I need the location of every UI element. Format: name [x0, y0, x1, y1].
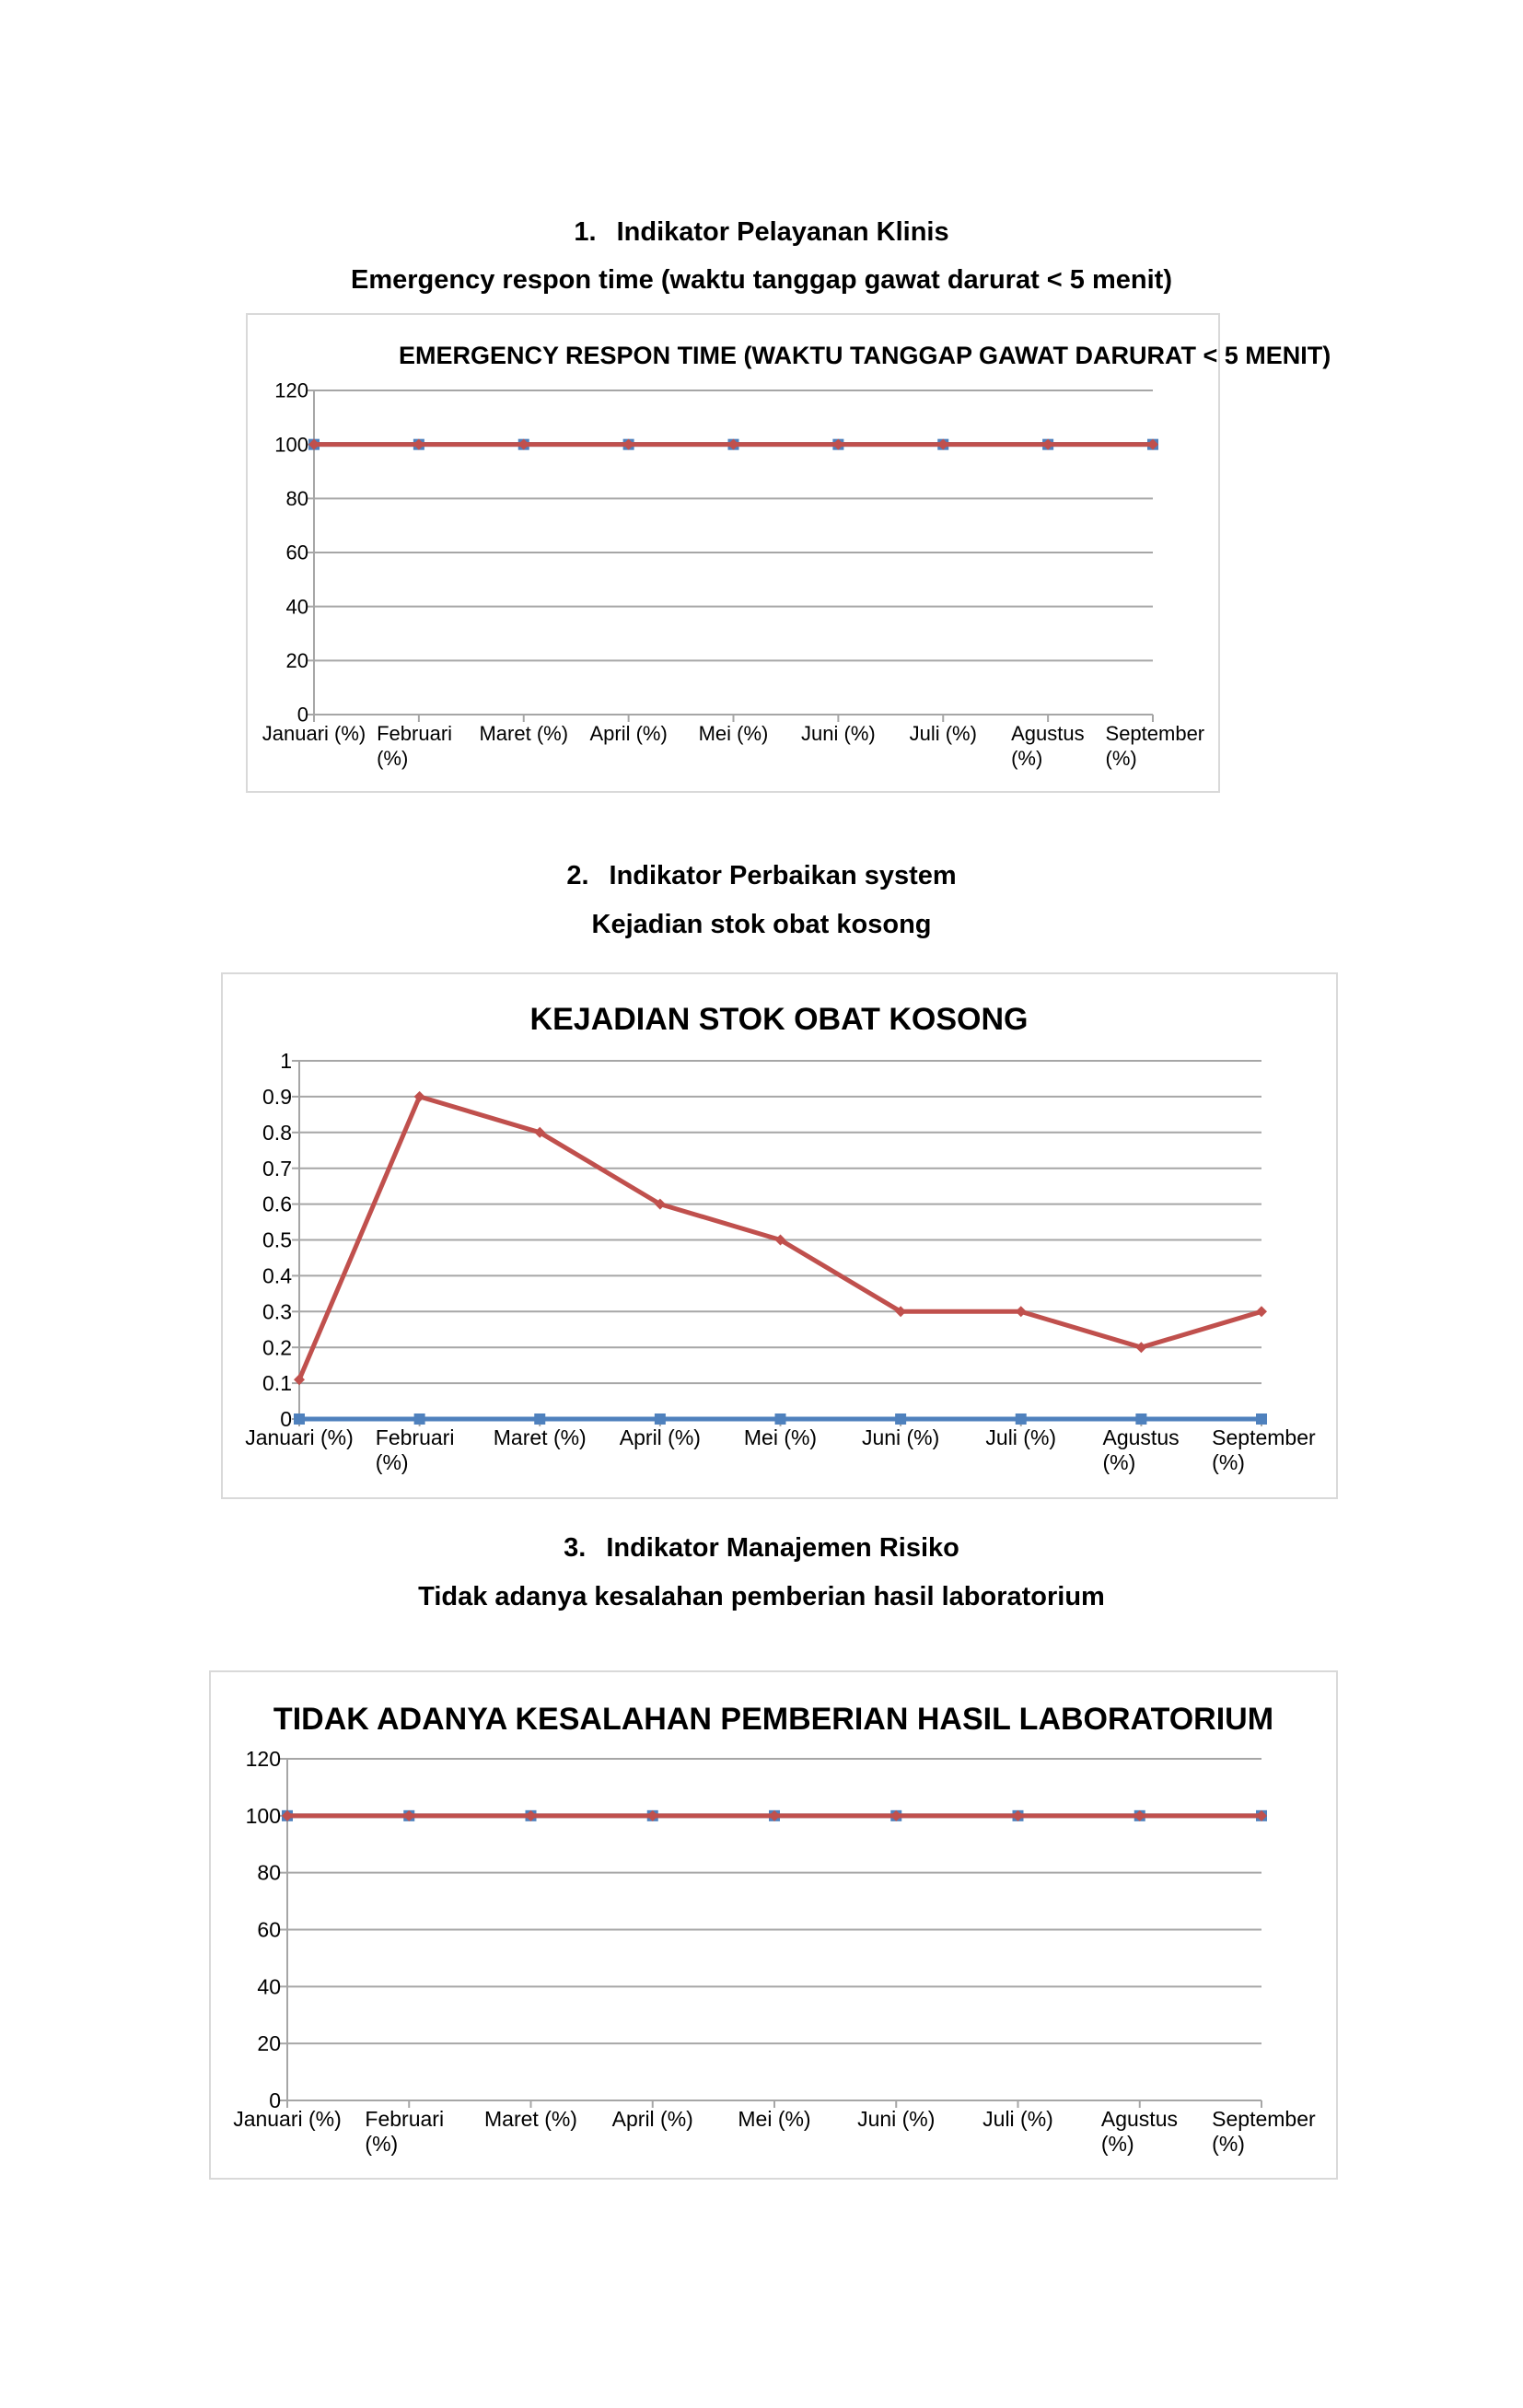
y-tick-label: 0.5 [262, 1227, 292, 1252]
x-tick-label-line: (%) [1212, 1450, 1245, 1474]
x-tick-label-line: (%) [1011, 747, 1043, 770]
x-tick-label: Januari (%) [262, 722, 366, 745]
x-tick-label-line: (%) [1102, 1450, 1136, 1474]
section-1-subheading: Emergency respon time (waktu tanggap gawat darurat < 5 menit) [351, 265, 1172, 295]
x-tick-label-line: Agustus [1102, 1425, 1180, 1449]
x-tick-label [1212, 2107, 1316, 2156]
y-tick-label: 120 [245, 1747, 281, 1772]
y-tick-label: 0.4 [262, 1263, 292, 1288]
y-tick-label: 80 [285, 487, 308, 511]
x-tick-label-line: Agustus [1011, 722, 1085, 745]
x-tick-label-line: (%) [1212, 2132, 1245, 2156]
y-tick-label: 0.8 [262, 1120, 292, 1145]
x-tick-label: Mei (%) [743, 1425, 818, 1449]
y-tick-label: 20 [285, 649, 308, 673]
x-tick-label-line: (%) [375, 1450, 409, 1474]
y-tick-label: 60 [257, 1917, 281, 1942]
x-tick-label-line: (%) [365, 2132, 399, 2156]
y-tick-label: 100 [274, 433, 308, 457]
section-number: 2. [566, 861, 589, 890]
x-tick-label: Maret (%) [479, 722, 569, 745]
section-title: Indikator Perbaikan system [609, 861, 957, 890]
x-tick-label: Juli (%) [982, 2107, 1053, 2131]
x-tick-label: Januari (%) [233, 2107, 342, 2131]
y-tick-label: 80 [257, 1860, 281, 1885]
y-tick-label: 0.1 [262, 1371, 292, 1396]
y-tick-label: 0 [269, 2088, 281, 2113]
section-number: 1. [574, 217, 597, 247]
y-tick-label: 40 [257, 1974, 281, 1999]
y-tick-label: 0.6 [262, 1192, 292, 1216]
x-tick-label-line: (%) [1105, 747, 1137, 770]
x-tick-label: Juli (%) [909, 722, 977, 745]
section-title: Indikator Pelayanan Klinis [616, 217, 949, 247]
x-tick-label-line: September [1212, 1425, 1316, 1449]
section-title: Indikator Manajemen Risiko [606, 1533, 959, 1563]
y-tick-label: 40 [285, 595, 308, 619]
x-tick-label-line: Februari [377, 722, 453, 745]
x-tick-label-line: (%) [377, 747, 409, 770]
y-tick-label: 100 [245, 1803, 281, 1828]
x-tick-label: Juli (%) [985, 1425, 1057, 1449]
x-tick-label: April (%) [619, 1425, 701, 1449]
chart-title: EMERGENCY RESPON TIME (WAKTU TANGGAP GAWAT DARURAT < 5 MENIT) [399, 342, 1331, 369]
x-tick-label-line: September [1105, 722, 1205, 745]
x-tick-label: Mei (%) [738, 2107, 811, 2131]
x-tick-label [365, 2107, 444, 2156]
x-tick-label: Juni (%) [801, 722, 876, 745]
x-tick-label: Juni (%) [857, 2107, 936, 2131]
y-tick-label: 0.9 [262, 1084, 292, 1109]
y-tick-label: 20 [257, 2031, 281, 2056]
y-tick-label: 1 [280, 1049, 292, 1074]
section-3-subheading: Tidak adanya kesalahan pemberian hasil laboratorium [418, 1582, 1105, 1611]
y-tick-label: 120 [274, 378, 308, 402]
chart-title: TIDAK ADANYA KESALAHAN PEMBERIAN HASIL LABORATORIUM [273, 1702, 1274, 1737]
y-tick-label: 0 [280, 1407, 292, 1432]
x-tick-label-line: Februari [365, 2107, 445, 2131]
x-tick-label: Mei (%) [698, 722, 769, 745]
x-tick-label-line: Februari [375, 1425, 455, 1449]
x-tick-label: Maret (%) [484, 2107, 577, 2131]
x-tick-label-line: (%) [1100, 2132, 1134, 2156]
x-tick-label: Januari (%) [245, 1425, 354, 1449]
x-tick-label [1101, 2107, 1178, 2156]
y-tick-label: 0.2 [262, 1335, 292, 1360]
x-tick-label-line: Agustus [1100, 2107, 1178, 2131]
y-tick-label: 0 [296, 703, 308, 727]
section-number: 3. [564, 1533, 587, 1563]
x-tick-label: Maret (%) [493, 1425, 587, 1449]
y-tick-label: 60 [285, 541, 308, 564]
x-tick-label: April (%) [611, 2107, 693, 2131]
x-tick-label: Juni (%) [861, 1425, 940, 1449]
x-tick-label-line: September [1212, 2107, 1316, 2131]
chart-title: KEJADIAN STOK OBAT KOSONG [529, 1002, 1029, 1037]
section-2-subheading: Kejadian stok obat kosong [591, 910, 932, 939]
y-tick-label: 0.7 [262, 1156, 292, 1181]
x-tick-label: April (%) [589, 722, 668, 745]
y-tick-label: 0.3 [262, 1299, 292, 1324]
